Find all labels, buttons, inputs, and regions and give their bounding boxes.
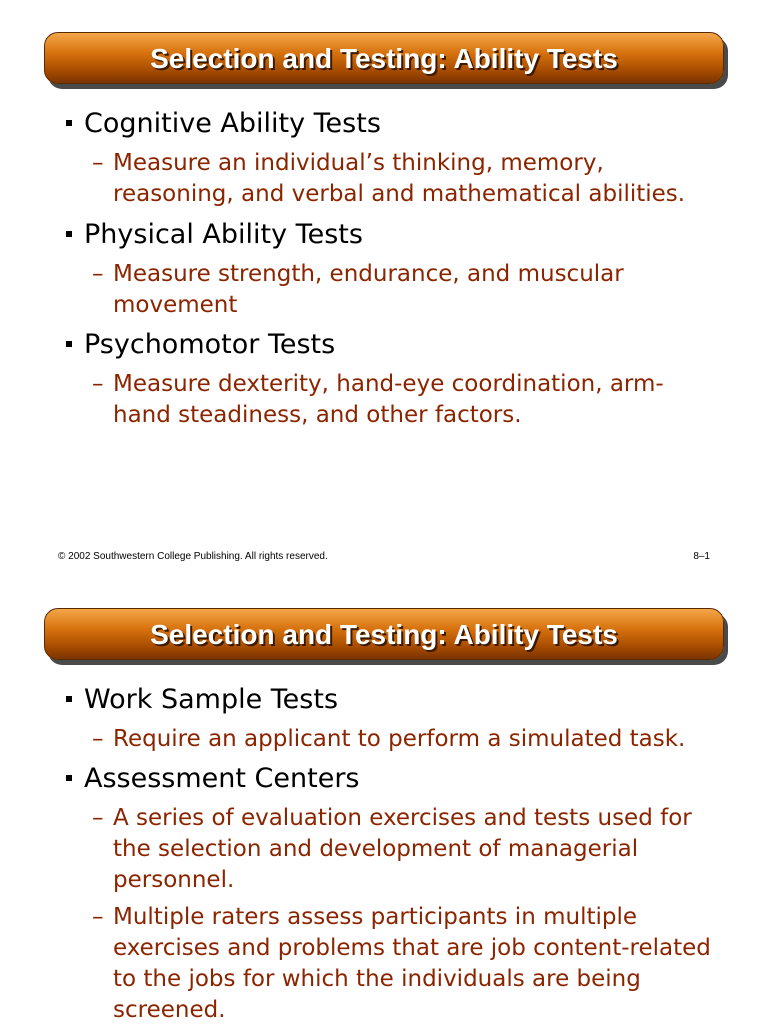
bullet-heading: Work Sample Tests xyxy=(84,684,339,715)
bullet-item xyxy=(66,763,359,794)
sub-bullet xyxy=(92,724,712,755)
sub-bullet-text: Measure dexterity, hand-eye coordination, arm-hand steadiness, and other factors. xyxy=(113,371,664,428)
bullet-item xyxy=(66,329,335,360)
sub-bullet-text: Multiple raters assess participants in multiple exercises and problems that are job content-related to the jobs for which the individuals are being screened. xyxy=(113,904,711,1023)
square-bullet-icon xyxy=(66,341,72,347)
slide-title-bar xyxy=(44,608,724,660)
sub-bullet-text: A series of evaluation exercises and tests used for the selection and development of managerial personnel. xyxy=(113,805,692,893)
sub-bullet-text: Measure strength, endurance, and muscular movement xyxy=(113,261,624,318)
dash-icon: – xyxy=(92,805,104,831)
bullet-item xyxy=(66,684,338,715)
page-number: 8–1 xyxy=(693,551,710,562)
sub-bullet xyxy=(92,803,712,896)
dash-icon: – xyxy=(92,726,104,752)
sub-bullet xyxy=(92,902,712,1024)
copyright-footer: © 2002 Southwestern College Publishing. All rights reserved. xyxy=(58,551,328,562)
square-bullet-icon xyxy=(66,231,72,237)
dash-icon: – xyxy=(92,261,104,287)
slide-title: Selection and Testing: Ability Tests xyxy=(150,619,618,650)
sub-bullet xyxy=(92,369,712,431)
bullet-item xyxy=(66,219,363,250)
bullet-heading: Assessment Centers xyxy=(84,763,360,794)
slide-title-bar xyxy=(44,32,724,84)
slide-title: Selection and Testing: Ability Tests xyxy=(150,43,618,74)
dash-icon: – xyxy=(92,904,104,930)
bullet-item xyxy=(66,108,381,139)
sub-bullet-text: Require an applicant to perform a simulated task. xyxy=(113,726,686,752)
square-bullet-icon xyxy=(66,696,72,702)
bullet-heading: Cognitive Ability Tests xyxy=(84,108,381,139)
dash-icon: – xyxy=(92,371,104,397)
square-bullet-icon xyxy=(66,775,72,781)
slide-2 xyxy=(0,576,768,1024)
square-bullet-icon xyxy=(66,120,72,126)
sub-bullet xyxy=(92,148,712,210)
dash-icon: – xyxy=(92,150,104,176)
sub-bullet xyxy=(92,259,712,321)
bullet-heading: Physical Ability Tests xyxy=(84,219,363,250)
sub-bullet-text: Measure an individual’s thinking, memory, reasoning, and verbal and mathematical abilities. xyxy=(113,150,686,207)
bullet-heading: Psychomotor Tests xyxy=(84,329,336,360)
